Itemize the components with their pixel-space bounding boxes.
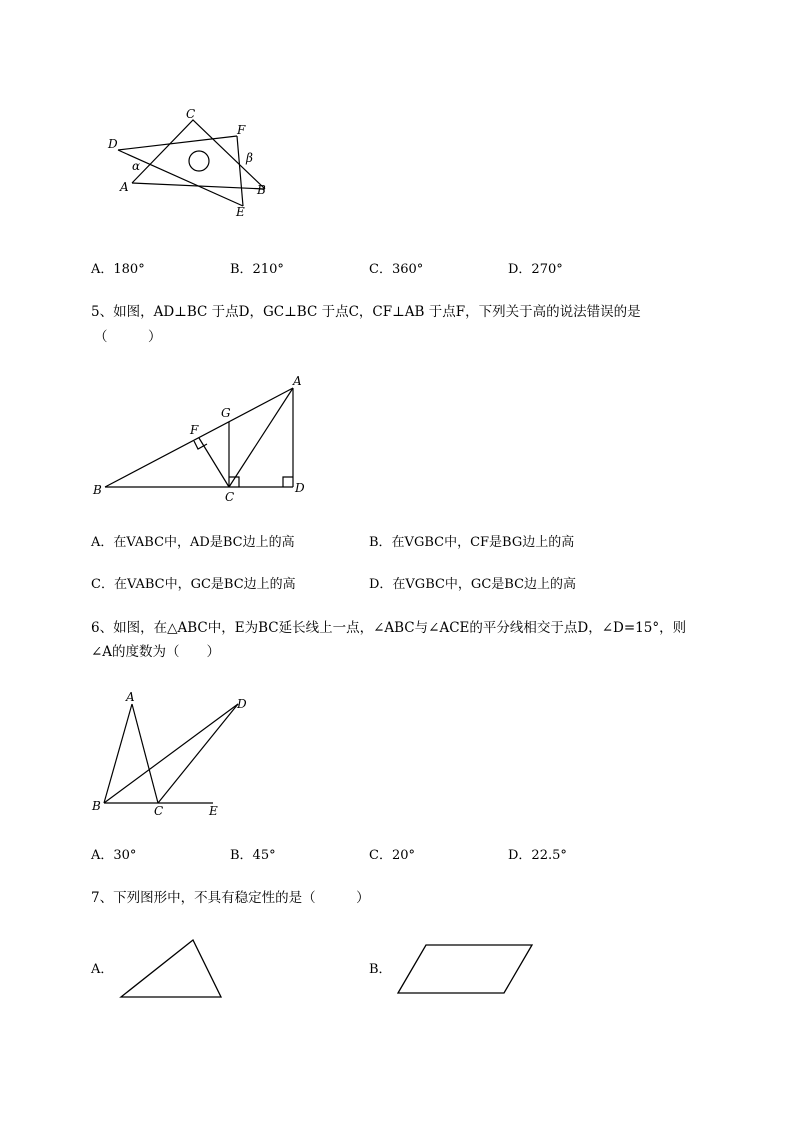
fig4-label-b: B: [257, 183, 266, 197]
fig6-label-e: E: [209, 804, 218, 818]
q7-triangle-shape: [115, 934, 227, 1002]
q7-option-b[interactable]: B．: [369, 962, 392, 977]
fig5-label-b: B: [93, 483, 102, 497]
fig5-label-f: F: [190, 423, 199, 437]
fig5-label-c: C: [225, 490, 235, 504]
fig6-label-b: B: [92, 799, 101, 813]
q6-stem-line1: 6、如图，在△ABC中，E为BC延长线上一点，∠ABC与∠ACE的平分线相交于点D，∠D=15°，则: [91, 620, 687, 636]
q5-option-a[interactable]: A．在VABC中，AD是BC边上的高: [91, 535, 295, 550]
q5-option-b[interactable]: B．在VGBC中，CF是BG边上的高: [369, 535, 575, 550]
q5-stem: 5、如图，AD⊥BC 于点D，GC⊥BC 于点C，CF⊥AB 于点F，下列关于高的说法错误的是: [91, 304, 641, 320]
fig6-label-c: C: [154, 804, 164, 818]
q5-figure: [88, 370, 318, 505]
fig6-label-a: A: [126, 690, 135, 704]
fig5-label-a: A: [293, 374, 302, 388]
q5-answer-blank: （ ）: [94, 329, 162, 345]
q4-figure: [100, 100, 280, 225]
q5-option-c[interactable]: C．在VABC中，GC是BC边上的高: [91, 577, 296, 592]
fig4-label-d: D: [108, 137, 118, 151]
q4-option-a[interactable]: A．180°: [91, 262, 145, 277]
q7-stem: 7、下列图形中，不具有稳定性的是（ ）: [91, 890, 370, 906]
fig5-label-d: D: [295, 481, 305, 495]
fig4-label-e: E: [236, 205, 245, 219]
fig6-label-d: D: [237, 697, 247, 711]
fig5-label-g: G: [221, 406, 231, 420]
q4-option-b[interactable]: B．210°: [230, 262, 284, 277]
q6-option-d[interactable]: D．22.5°: [508, 848, 567, 863]
q7-parallelogram-shape: [393, 940, 538, 998]
q4-option-d[interactable]: D．270°: [508, 262, 563, 277]
fig4-label-a: A: [120, 180, 129, 194]
q4-option-c[interactable]: C．360°: [369, 262, 424, 277]
fig4-label-beta: β: [246, 151, 253, 165]
fig4-label-f: F: [237, 123, 246, 137]
fig4-label-alpha: α: [132, 159, 141, 173]
q6-option-b[interactable]: B．45°: [230, 848, 276, 863]
q6-figure: [88, 690, 258, 820]
q6-option-c[interactable]: C．20°: [369, 848, 415, 863]
q6-option-a[interactable]: A．30°: [91, 848, 137, 863]
q5-option-d[interactable]: D．在VGBC中，GC是BC边上的高: [369, 577, 577, 592]
q7-option-a[interactable]: A．: [91, 962, 114, 977]
q6-stem-line2: ∠A的度数为（ ）: [91, 644, 221, 660]
fig4-label-c: C: [186, 107, 196, 121]
